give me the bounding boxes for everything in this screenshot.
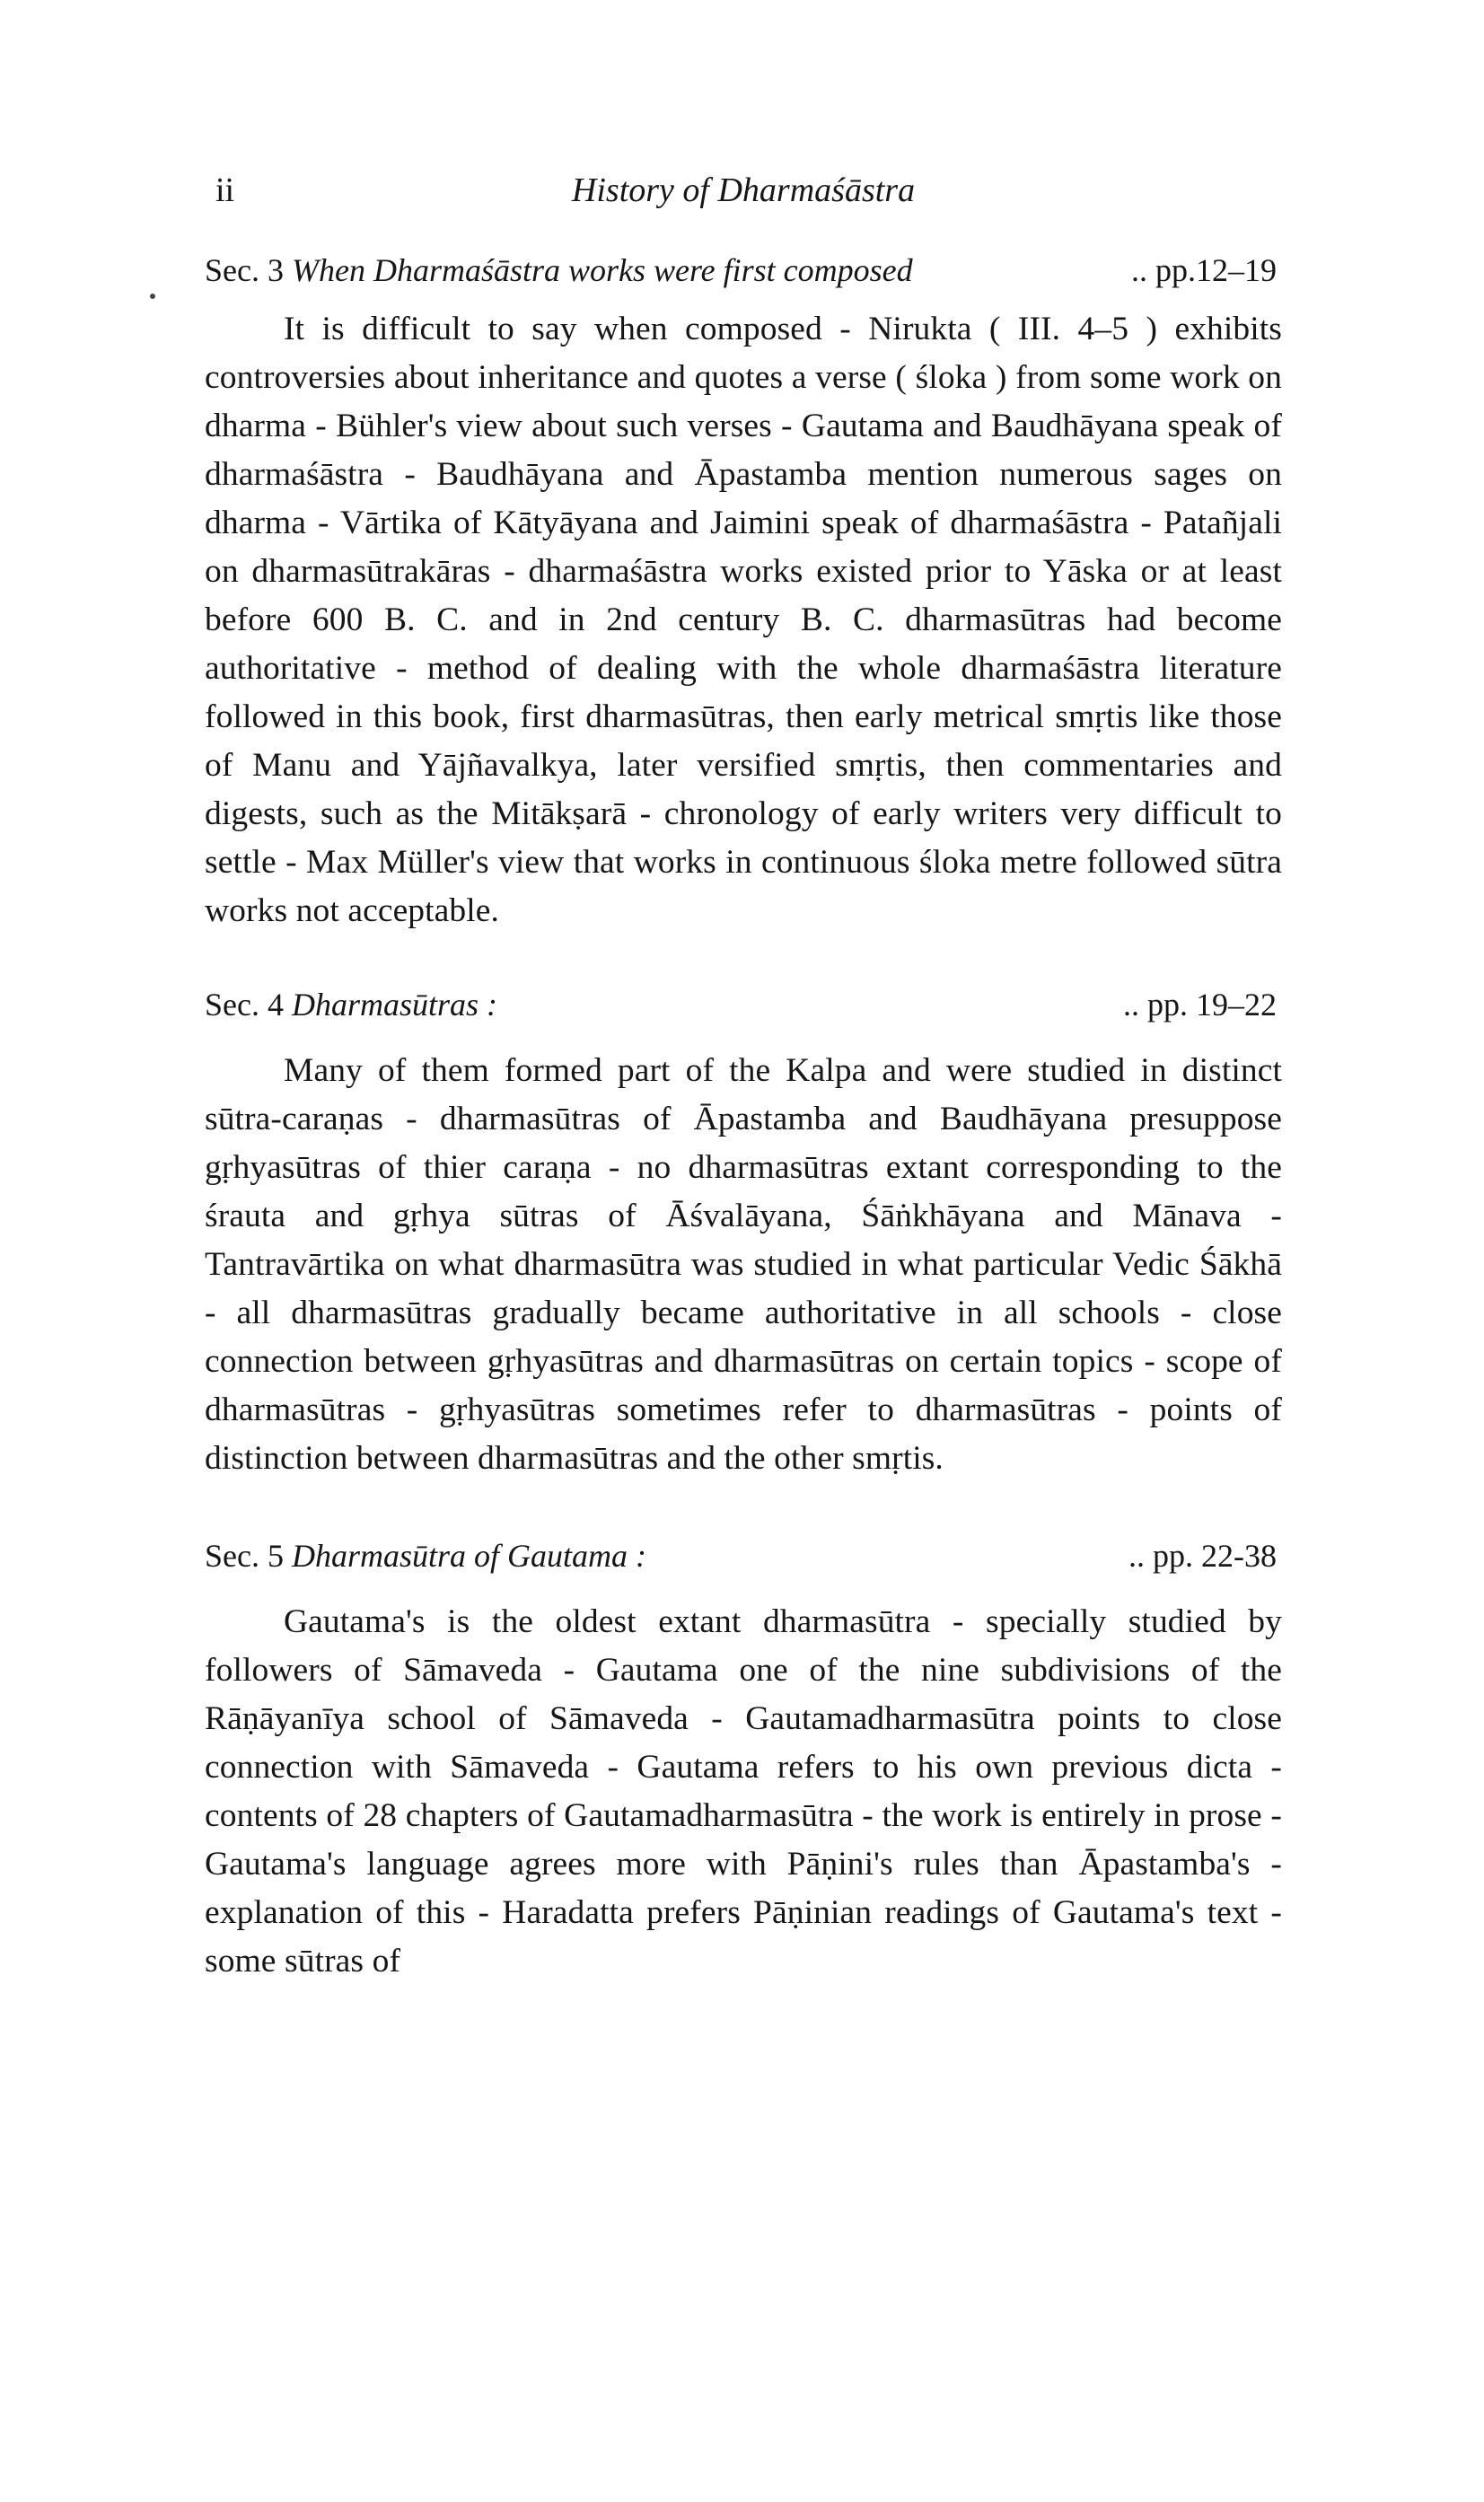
running-head [205,171,1282,224]
section-title [205,251,913,289]
section-name: Dharmasūtras : [291,987,498,1023]
section-label: Sec. 3 [205,252,284,288]
section-label: Sec. 4 [205,987,284,1023]
section-title [205,1537,646,1575]
running-title: History of Dharmaśāstra [571,171,916,209]
section-page-range: .. pp. 22-38 [1128,1538,1277,1574]
section-3 [205,251,1282,935]
section-heading [205,251,1282,289]
section-title [205,986,497,1023]
section-page-range: .. pp. 19–22 [1123,987,1277,1023]
section-heading [205,986,1282,1023]
section-4 [205,986,1282,1483]
section-summary: Gautama's is the oldest extant dharmasūtra - specially studied by followers of Sāmaveda - Gautama one of the nine subdivisions of the Rāṇāyanīya school of Sāmaveda - Gautamadharmasūtra points to close connection with Sāmaveda - Gautama refers to his own previous dicta - contents of 28 chapters of Gautamadharmasūtra - the work is entirely in prose - Gautama's language agrees more with Pāṇini's rules than Āpastamba's - explanation of this - Haradatta prefers Pāṇinian readings of Gautama's text - some sūtras of [205,1603,1282,1980]
section-name: When Dharmaśāstra works were first composed [291,252,913,288]
section-5 [205,1537,1282,1986]
section-heading [205,1537,1282,1575]
margin-mark [150,294,155,299]
section-summary: Many of them formed part of the Kalpa and were studied in distinct sūtra-caraṇas - dharmasūtras of Āpastamba and Baudhāyana presuppose gṛhyasūtras of thier caraṇa - no dharmasūtras extant corresponding to the śrauta and gṛhya sūtras of Āśvalāyana, Śāṅkhāyana and Mānava - Tantravārtika on what dharmasūtra was studied in what particular Vedic Śākhā - all dharmasūtras gradually became authoritative in all schools - close connection between gṛhyasūtras and dharmasūtras on certain topics - scope of dharmasūtras - gṛhyasūtras sometimes refer to dharmasūtras - points of distinction between dharmasūtras and the other smṛtis. [205,1052,1282,1477]
section-name: Dharmasūtra of Gautama : [291,1538,646,1574]
section-summary: It is difficult to say when composed - Nirukta ( III. 4–5 ) exhibits controversies about inheritance and quotes a verse ( śloka ) from some work on dharma - Bühler's view about such verses - Gautama and Baudhāyana speak of dharmaśāstra - Baudhāyana and Āpastamba mention numerous sages on dharma - Vārtika of Kātyāyana and Jaimini speak of dharmaśāstra - Patañjali on dharmasūtrakāras - dharmaśāstra works existed prior to Yāska or at least before 600 B. C. and in 2nd century B. C. dharmasūtras had become authoritative - method of dealing with the whole dharmaśāstra literature followed in this book, first dharmasūtras, then early metrical smṛtis like those of Manu and Yājñavalkya, later versified smṛtis, then commentaries and digests, such as the Mitākṣarā - chronology of early writers very difficult to settle - Max Müller's view that works in continuous śloka metre followed sūtra works not acceptable. [205,311,1282,929]
book-page [205,171,1282,1986]
section-page-range: .. pp.12–19 [1131,252,1277,288]
page-number: ii [215,171,235,209]
section-label: Sec. 5 [205,1538,284,1574]
